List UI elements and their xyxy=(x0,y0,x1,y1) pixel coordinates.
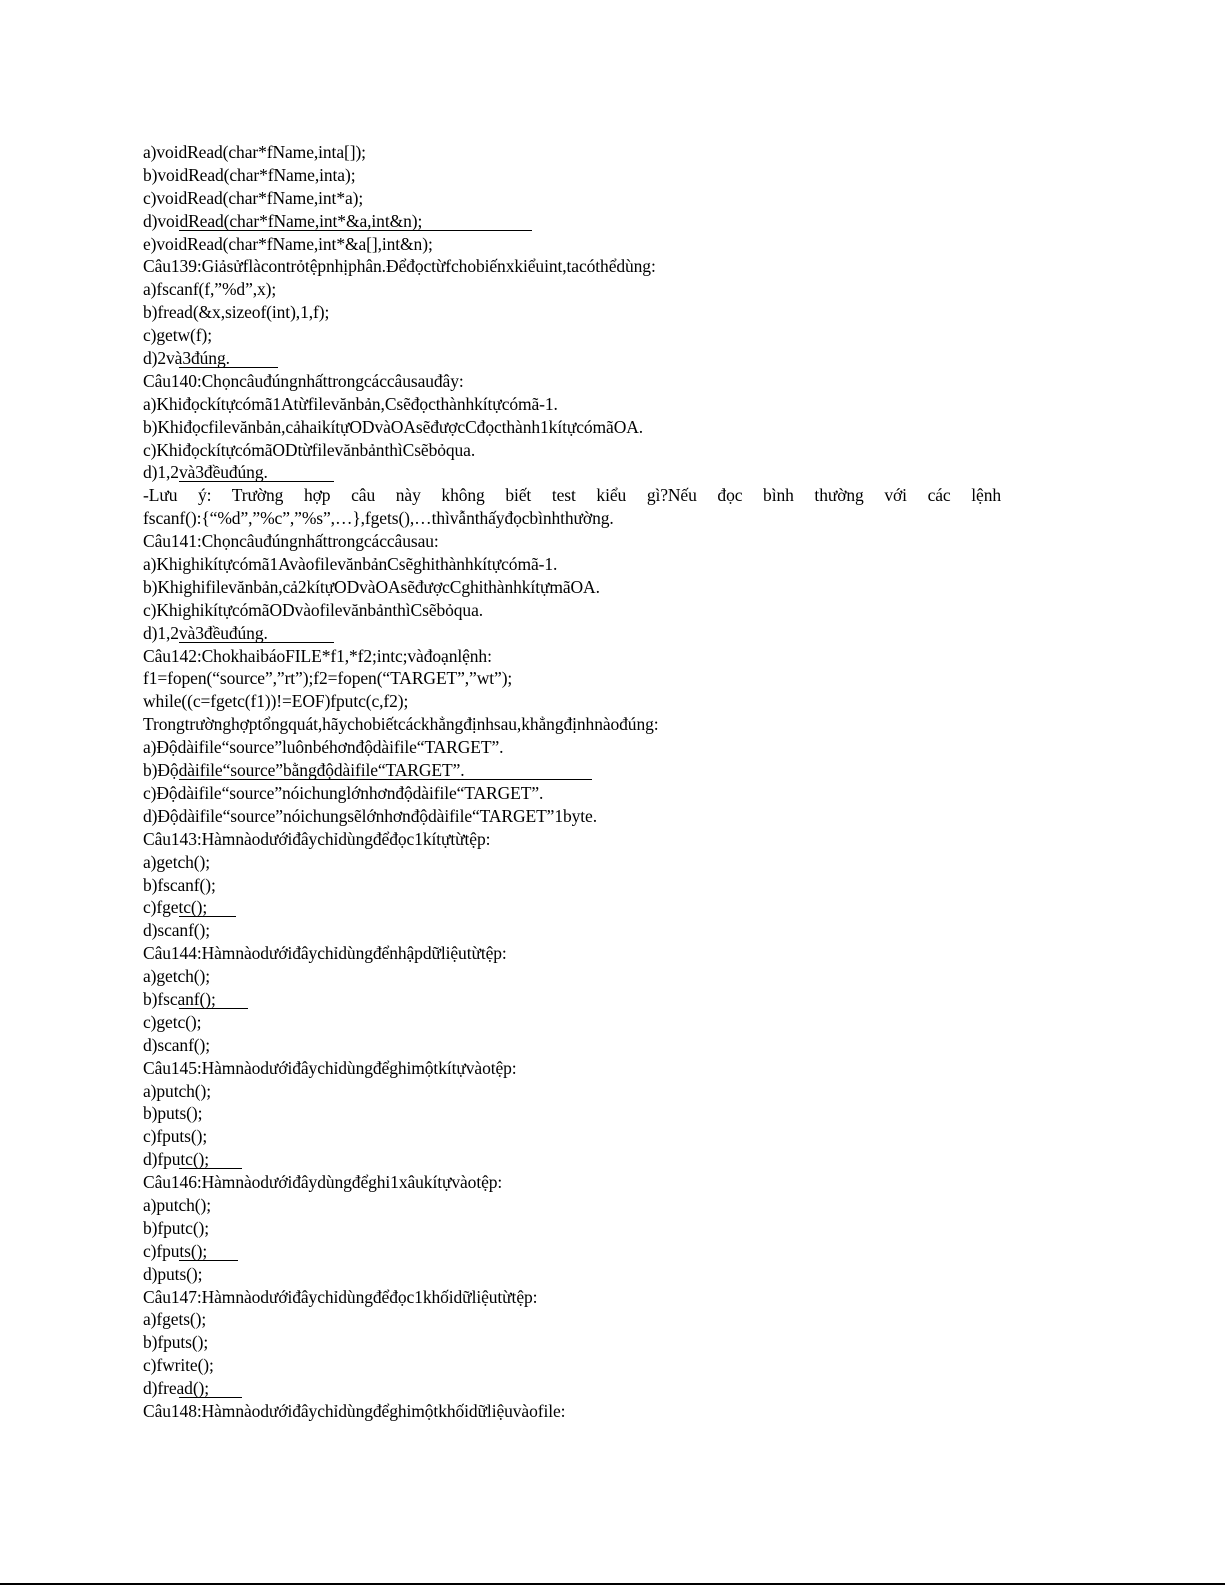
text-line: b)Khiđọcfilevănbản,cảhaikítựODvàOAsẽđượcCđọcthành1kítựcómãOA. xyxy=(143,416,644,437)
answer-underline xyxy=(179,779,592,780)
text-line: a)putch(); xyxy=(143,1194,211,1215)
note-line: -Lưu ý: Trường hợp câu này không biết test kiểu gì?Nếu đọc bình thường với các lệnh xyxy=(143,485,1001,506)
text-line: d)scanf(); xyxy=(143,920,211,941)
answer-underline xyxy=(179,230,532,231)
text-line: b)fread(&x,sizeof(int),1,f); xyxy=(143,302,330,323)
text-line: c)fwrite(); xyxy=(143,1355,214,1376)
question-line: Câu143:Hàmnàodướiđâychỉdùngđểđọc1kítựtừtệp: xyxy=(143,828,491,849)
text-line xyxy=(143,759,1003,782)
note-line: fscanf():{“%d”,”%c”,”%s”,…},fgets(),…thìvẫnthấyđọcbìnhthường. xyxy=(143,508,614,529)
answer-text: d)fputc(); xyxy=(143,1149,210,1170)
text-line: b)Khighifilevănbản,cả2kítựODvàOAsẽđượcCghithànhkítựmãOA. xyxy=(143,576,600,597)
question-line: Câu146:Hàmnàodướiđâydùngđểghi1xâukítựvàotệp: xyxy=(143,1172,503,1193)
text-line xyxy=(143,896,1003,919)
text-line: c)Độdàifile“source”nóichunglớnhơnđộdàifile“TARGET”. xyxy=(143,782,544,803)
text-line xyxy=(143,461,1003,484)
answer-underline xyxy=(179,1168,242,1169)
text-line: a)voidRead(char*fName,inta[]); xyxy=(143,142,366,162)
question-line: Câu147:Hàmnàodướiđâychỉdùngđểđọc1khốidữliệutừtệp: xyxy=(143,1286,538,1307)
text-line: a)getch(); xyxy=(143,851,211,872)
text-line: a)fgets(); xyxy=(143,1309,207,1330)
answer-underline xyxy=(179,481,334,482)
text-line: c)getw(f); xyxy=(143,325,212,346)
text-line: b)fscanf(); xyxy=(143,874,216,895)
answer-text: b)fscanf(); xyxy=(143,988,216,1009)
text-line: c)fputs(); xyxy=(143,1126,208,1147)
text-line: b)fputs(); xyxy=(143,1332,209,1353)
text-line xyxy=(143,1148,1003,1171)
text-line: d)Độdàifile“source”nóichungsẽlớnhơnđộdàifile“TARGET”1byte. xyxy=(143,805,598,826)
question-line: Câu142:ChokhaibáoFILE*f1,*f2;intc;vàđoạnlệnh: xyxy=(143,645,492,666)
text-line xyxy=(143,988,1003,1011)
question-line: Câu139:Giảsửflàcontrỏtệpnhịphân.Đểđọctừfchobiếnxkiểuint,tacóthểdùng: xyxy=(143,256,656,277)
text-line: d)puts(); xyxy=(143,1263,203,1284)
answer-underline xyxy=(179,1008,248,1009)
text-line: a)Khighikítựcómã1AvàofilevănbảnCsẽghithànhkítựcómã-1. xyxy=(143,554,558,575)
answer-underline xyxy=(179,1260,238,1261)
text-line: b)fputc(); xyxy=(143,1217,210,1238)
answer-underline xyxy=(179,916,236,917)
question-line: Câu145:Hàmnàodướiđâychỉdùngđểghimộtkítựvàotệp: xyxy=(143,1057,517,1078)
text-line xyxy=(143,1240,1003,1263)
text-line: a)fscanf(f,”%d”,x); xyxy=(143,279,277,300)
question-line: Câu148:Hàmnàodướiđâychỉdùngđểghimộtkhốidữliệuvàofile: xyxy=(143,1400,566,1421)
text-line xyxy=(143,622,1003,645)
answer-text: d)1,2và3đềuđúng. xyxy=(143,622,268,643)
text-line: c)voidRead(char*fName,int*a); xyxy=(143,187,364,208)
answer-text: d)2và3đúng. xyxy=(143,348,230,369)
answer-text: b)Độdàifile“source”bằngđộdàifile“TARGET”. xyxy=(143,760,465,781)
text-line: d)scanf(); xyxy=(143,1034,211,1055)
document-page xyxy=(143,141,1003,1423)
text-line: c)getc(); xyxy=(143,1011,202,1032)
text-line xyxy=(143,210,1003,233)
text-line: c)KhiđọckítựcómãODtừfilevănbảnthìCsẽbỏqua. xyxy=(143,439,476,460)
question-line: Câu144:Hàmnàodướiđâychỉdùngđểnhậpdữliệutừtệp: xyxy=(143,943,507,964)
text-line: a)Độdàifile“source”luônbéhơnđộdàifile“TARGET”. xyxy=(143,737,504,758)
answer-underline xyxy=(179,642,334,643)
text-line: Trongtrườnghợptổngquát,hãychobiếtcáckhẳngđịnhsau,khẳngđịnhnàođúng: xyxy=(143,714,659,735)
text-line: a)putch(); xyxy=(143,1080,211,1101)
answer-text: c)fputs(); xyxy=(143,1240,208,1261)
question-line: Câu141:Chọncâuđúngnhấttrongcáccâusau: xyxy=(143,531,439,552)
question-line: Câu140:Chọncâuđúngnhấttrongcáccâusauđây: xyxy=(143,370,464,391)
answer-text: c)fgetc(); xyxy=(143,897,208,918)
text-line: b)puts(); xyxy=(143,1103,203,1124)
text-line xyxy=(143,347,1003,370)
text-line xyxy=(143,1377,1003,1400)
answer-text: d)1,2và3đềuđúng. xyxy=(143,462,268,483)
text-line: f1=fopen(“source”,”rt”);f2=fopen(“TARGET”,”wt”); xyxy=(143,668,513,689)
text-line: c)KhighikítựcómãODvàofilevănbảnthìCsẽbỏqua. xyxy=(143,599,484,620)
text-line: a)getch(); xyxy=(143,966,211,987)
answer-text: d)fread(); xyxy=(143,1378,210,1399)
text-line: b)voidRead(char*fName,inta); xyxy=(143,164,356,185)
text-line: while((c=fgetc(f1))!=EOF)fputc(c,f2); xyxy=(143,691,409,712)
answer-underline xyxy=(179,1397,242,1398)
answer-text: d)voidRead(char*fName,int*&a,int&n); xyxy=(143,210,423,231)
text-line: a)Khiđọckítựcómã1Atừfilevănbản,Csẽđọcthànhkítựcómã-1. xyxy=(143,393,558,414)
answer-underline xyxy=(179,367,278,368)
text-line: e)voidRead(char*fName,int*&a[],int&n); xyxy=(143,233,433,254)
